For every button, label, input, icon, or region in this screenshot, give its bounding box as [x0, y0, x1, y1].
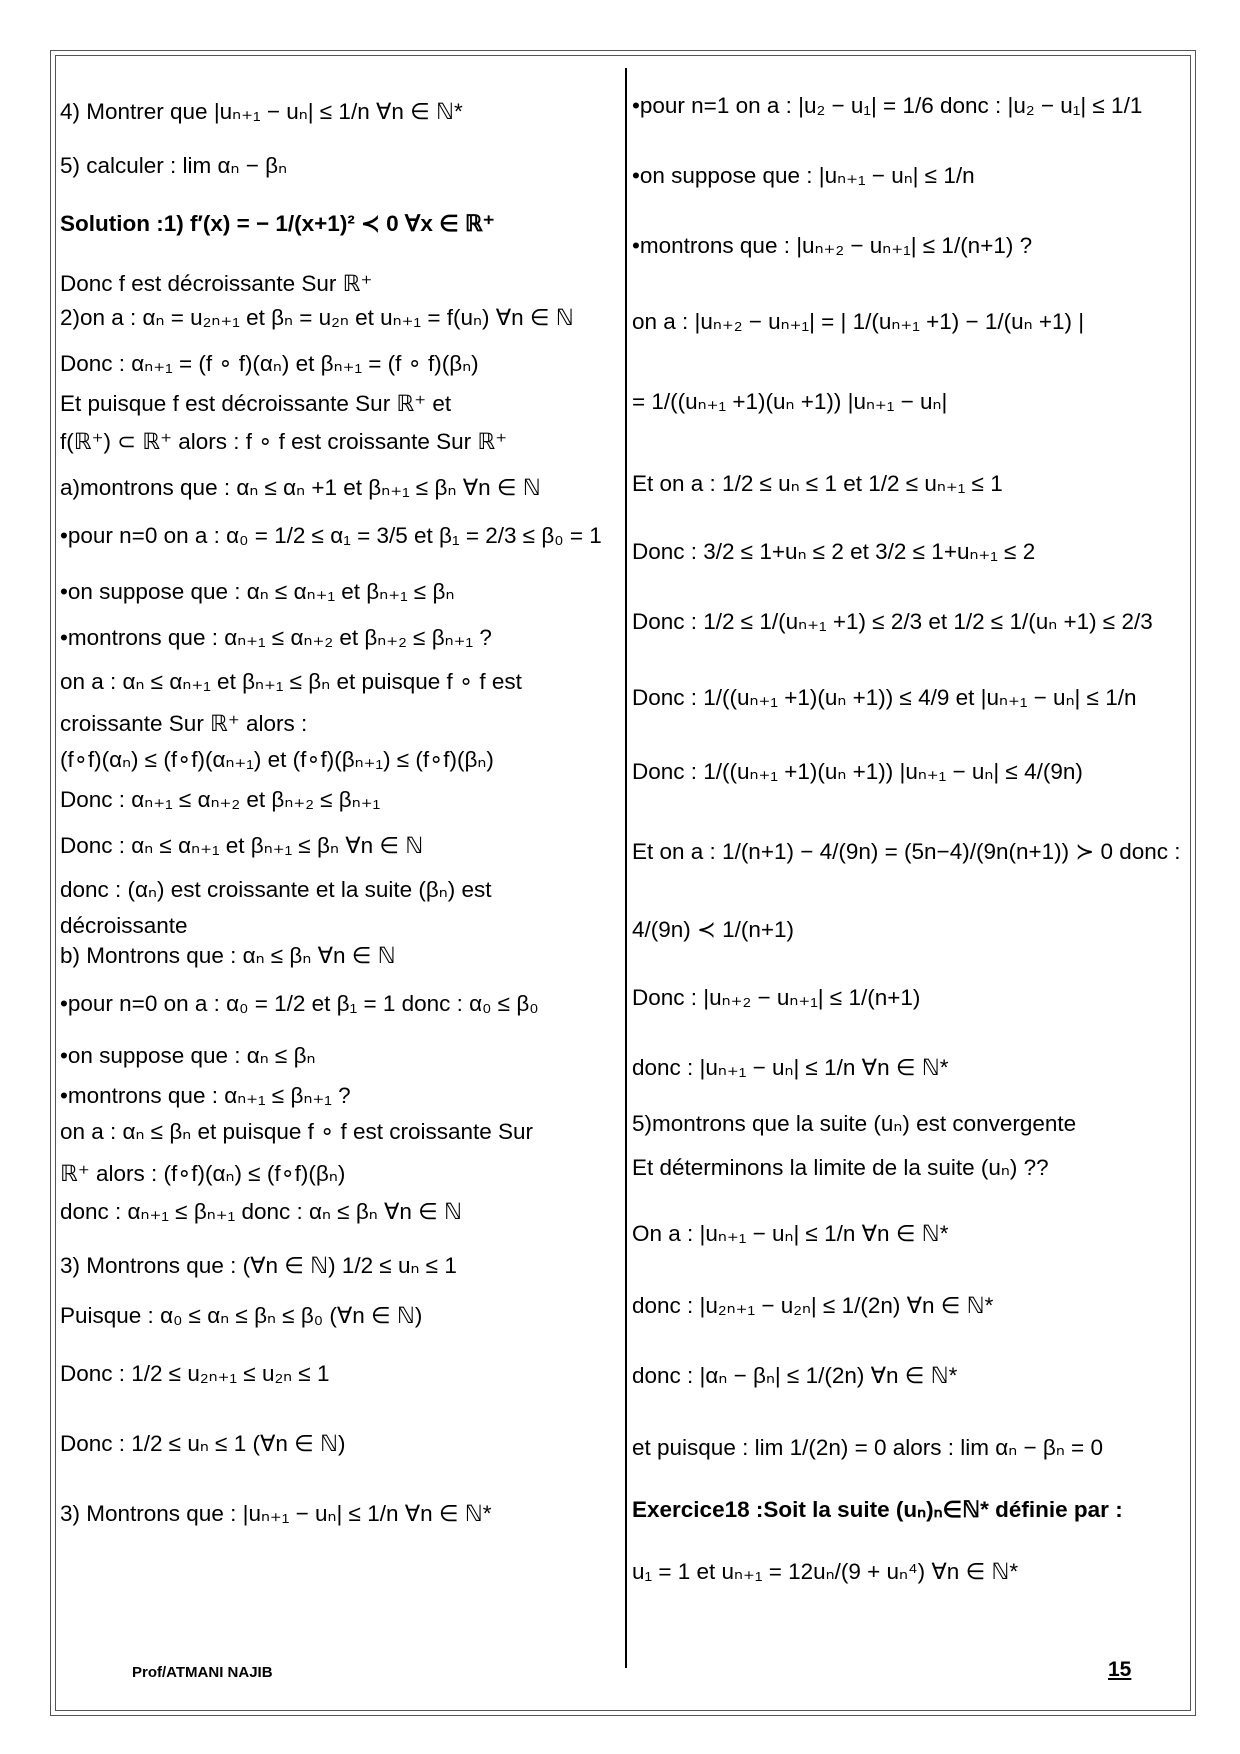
text-line: •montrons que : |uₙ₊₂ − uₙ₊₁| ≤ 1/(n+1) ?	[632, 233, 1033, 258]
text-line: on a : |uₙ₊₂ − uₙ₊₁| = | 1/(uₙ₊₁ +1) − 1/(uₙ +1) |	[632, 309, 1085, 334]
author-credit: Prof/ATMANI NAJIB	[132, 1664, 273, 1681]
text-line: •on suppose que : αₙ ≤ αₙ₊₁ et βₙ₊₁ ≤ βₙ	[60, 579, 455, 604]
page-number: 15	[1108, 1658, 1132, 1681]
text-line: Donc : 1/2 ≤ 1/(uₙ₊₁ +1) ≤ 2/3 et 1/2 ≤ 1/(uₙ +1) ≤ 2/3	[632, 609, 1153, 634]
text-line: donc : |u₂ₙ₊₁ − u₂ₙ| ≤ 1/(2n) ∀n ∈ ℕ*	[632, 1293, 994, 1318]
text-line: Donc : αₙ₊₁ = (f ∘ f)(αₙ) et βₙ₊₁ = (f ∘ f)(βₙ)	[60, 351, 479, 376]
text-line: 4/(9n) ≺ 1/(n+1)	[632, 917, 795, 942]
text-line: Donc : 1/((uₙ₊₁ +1)(uₙ +1)) |uₙ₊₁ − uₙ| ≤ 4/(9n)	[632, 759, 1083, 784]
text-line: b) Montrons que : αₙ ≤ βₙ ∀n ∈ ℕ	[60, 943, 396, 968]
text-line: = 1/((uₙ₊₁ +1)(uₙ +1)) |uₙ₊₁ − uₙ|	[632, 389, 948, 414]
text-line: 3) Montrons que : (∀n ∈ ℕ) 1/2 ≤ uₙ ≤ 1	[60, 1253, 457, 1278]
text-line: a)montrons que : αₙ ≤ αₙ +1 et βₙ₊₁ ≤ βₙ ∀n ∈ ℕ	[60, 475, 541, 500]
text-line: u₁ = 1 et uₙ₊₁ = 12uₙ/(9 + uₙ⁴) ∀n ∈ ℕ*	[632, 1559, 1019, 1584]
text-line: Puisque : α₀ ≤ αₙ ≤ βₙ ≤ β₀ (∀n ∈ ℕ)	[60, 1303, 423, 1328]
text-line: (f∘f)(αₙ) ≤ (f∘f)(αₙ₊₁) et (f∘f)(βₙ₊₁) ≤ (f∘f)(βₙ)	[60, 747, 494, 772]
text-line: Donc : |uₙ₊₂ − uₙ₊₁| ≤ 1/(n+1)	[632, 985, 921, 1010]
text-line: on a : αₙ ≤ βₙ et puisque f ∘ f est croissante Sur	[60, 1119, 534, 1144]
text-line: donc : (αₙ) est croissante et la suite (βₙ) est	[60, 877, 492, 902]
text-line: f(ℝ⁺) ⊂ ℝ⁺ alors : f ∘ f est croissante Sur ℝ⁺	[60, 429, 508, 454]
text-line: croissante Sur ℝ⁺ alors :	[60, 711, 308, 736]
text-line: •on suppose que : αₙ ≤ βₙ	[60, 1043, 316, 1068]
text-line: •montrons que : αₙ₊₁ ≤ βₙ₊₁ ?	[60, 1083, 351, 1108]
text-line: Donc : 1/((uₙ₊₁ +1)(uₙ +1)) ≤ 4/9 et |uₙ₊₁ − uₙ| ≤ 1/n	[632, 685, 1137, 710]
text-line: on a : αₙ ≤ αₙ₊₁ et βₙ₊₁ ≤ βₙ et puisque f ∘ f est	[60, 669, 522, 694]
text-line: •montrons que : αₙ₊₁ ≤ αₙ₊₂ et βₙ₊₂ ≤ βₙ₊₁ ?	[60, 625, 492, 650]
text-line: •pour n=0 on a : α₀ = 1/2 et β₁ = 1 donc : α₀ ≤ β₀	[60, 991, 539, 1016]
text-line: Donc : αₙ ≤ αₙ₊₁ et βₙ₊₁ ≤ βₙ ∀n ∈ ℕ	[60, 833, 424, 858]
text-line: •on suppose que : |uₙ₊₁ − uₙ| ≤ 1/n	[632, 163, 975, 188]
text-line: •pour n=1 on a : |u₂ − u₁| = 1/6 donc : |u₂ − u₁| ≤ 1/1	[632, 93, 1143, 118]
text-line: ℝ⁺ alors : (f∘f)(αₙ) ≤ (f∘f)(βₙ)	[60, 1161, 346, 1186]
text-line: Et puisque f est décroissante Sur ℝ⁺ et	[60, 391, 452, 416]
text-line: Donc : 3/2 ≤ 1+uₙ ≤ 2 et 3/2 ≤ 1+uₙ₊₁ ≤ 2	[632, 539, 1036, 564]
text-line: 4) Montrer que |uₙ₊₁ − uₙ| ≤ 1/n ∀n ∈ ℕ*	[60, 99, 463, 124]
text-line: et puisque : lim 1/(2n) = 0 alors : lim αₙ − βₙ = 0	[632, 1435, 1103, 1460]
text-line: Donc : αₙ₊₁ ≤ αₙ₊₂ et βₙ₊₂ ≤ βₙ₊₁	[60, 787, 381, 812]
column-divider	[625, 68, 627, 1668]
text-line: Donc : 1/2 ≤ u₂ₙ₊₁ ≤ u₂ₙ ≤ 1	[60, 1361, 330, 1386]
text-line: 2)on a : αₙ = u₂ₙ₊₁ et βₙ = u₂ₙ et uₙ₊₁ = f(uₙ) ∀n ∈ ℕ	[60, 305, 574, 330]
text-line: décroissante	[60, 913, 188, 938]
text-line: •pour n=0 on a : α₀ = 1/2 ≤ α₁ = 3/5 et β₁ = 2/3 ≤ β₀ = 1	[60, 523, 602, 548]
text-line: 5)montrons que la suite (uₙ) est convergente	[632, 1111, 1077, 1136]
text-line: On a : |uₙ₊₁ − uₙ| ≤ 1/n ∀n ∈ ℕ*	[632, 1221, 949, 1246]
text-line: 3) Montrons que : |uₙ₊₁ − uₙ| ≤ 1/n ∀n ∈ ℕ*	[60, 1501, 492, 1526]
text-line: Et déterminons la limite de la suite (uₙ) ??	[632, 1155, 1049, 1180]
text-line: donc : |uₙ₊₁ − uₙ| ≤ 1/n ∀n ∈ ℕ*	[632, 1055, 949, 1080]
solution-heading: Solution :1) f′(x) = − 1/(x+1)² ≺ 0 ∀x ∈ ℝ⁺	[60, 211, 495, 236]
text-line: Donc f est décroissante Sur ℝ⁺	[60, 271, 373, 296]
text-line: 5) calculer : lim αₙ − βₙ	[60, 153, 288, 178]
text-line: Donc : 1/2 ≤ uₙ ≤ 1 (∀n ∈ ℕ)	[60, 1431, 346, 1456]
text-line: Et on a : 1/(n+1) − 4/(9n) = (5n−4)/(9n(n+1)) ≻ 0 donc :	[632, 839, 1181, 864]
text-line: Et on a : 1/2 ≤ uₙ ≤ 1 et 1/2 ≤ uₙ₊₁ ≤ 1	[632, 471, 1003, 496]
exercise-heading: Exercice18 :Soit la suite (uₙ)ₙ∈ℕ* définie par :	[632, 1497, 1123, 1522]
text-line: donc : αₙ₊₁ ≤ βₙ₊₁ donc : αₙ ≤ βₙ ∀n ∈ ℕ	[60, 1199, 463, 1224]
text-line: donc : |αₙ − βₙ| ≤ 1/(2n) ∀n ∈ ℕ*	[632, 1363, 958, 1388]
